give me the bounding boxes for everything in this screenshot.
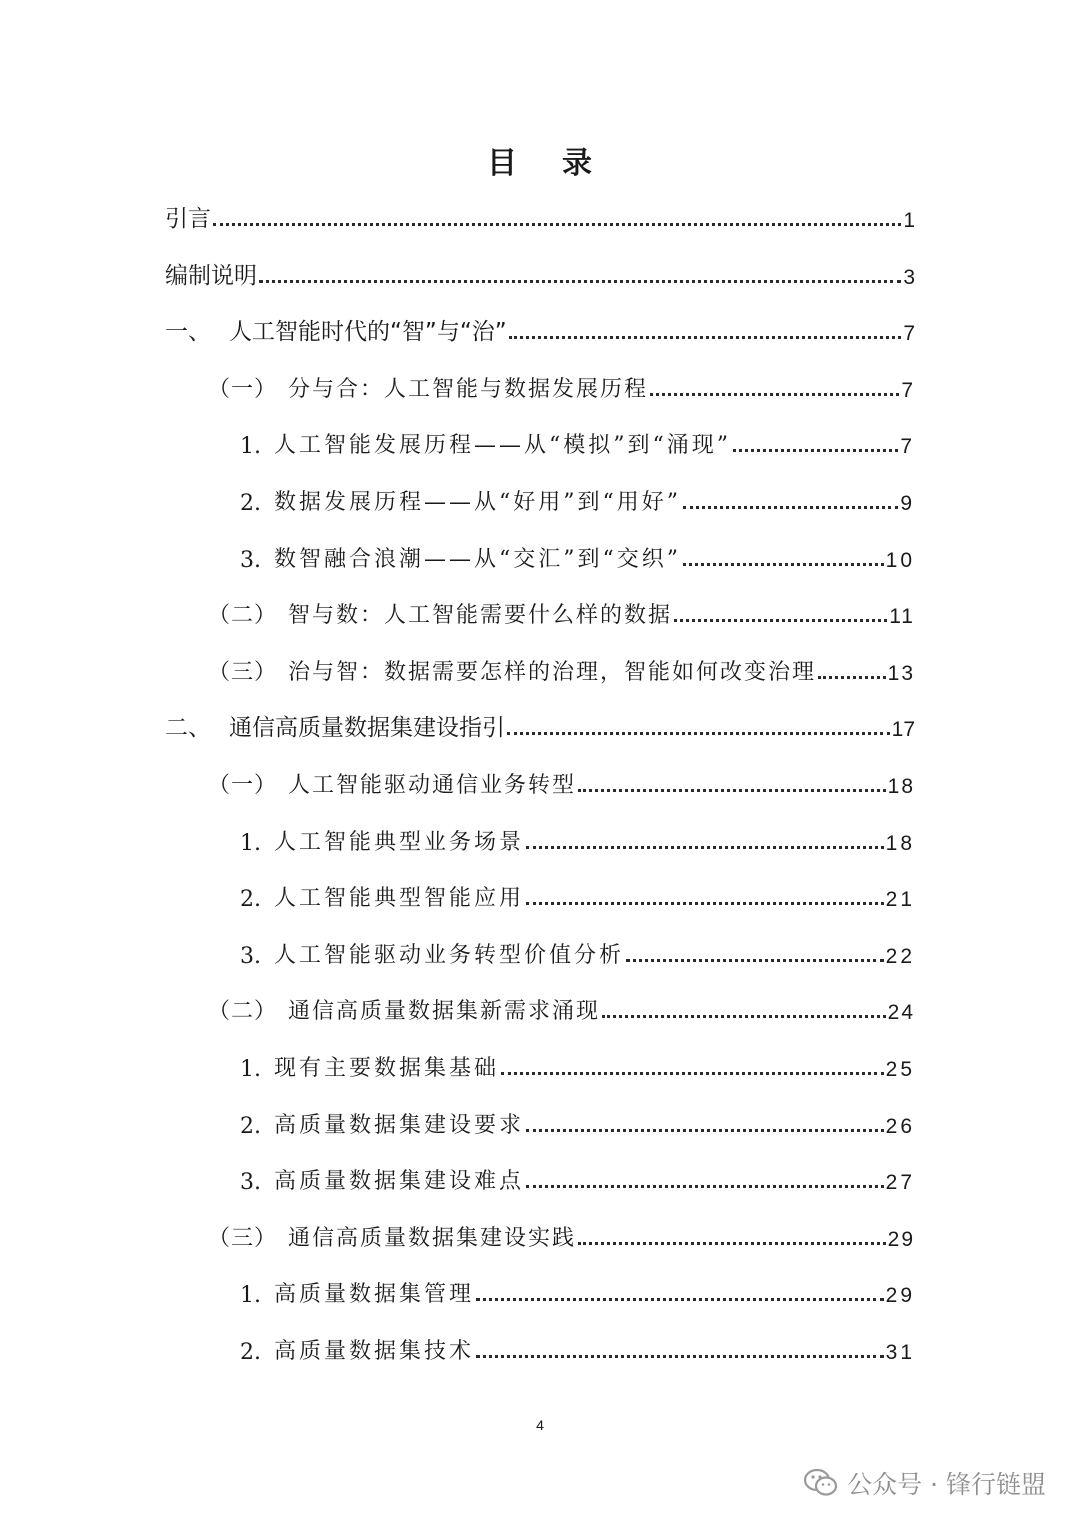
toc-entry[interactable] [240, 822, 915, 856]
toc-entry[interactable] [240, 1274, 915, 1308]
toc-entry[interactable] [208, 595, 915, 629]
toc-dot-leader [526, 1184, 884, 1188]
toc-entry-number: 2. [240, 1340, 261, 1365]
toc-entry-title: 分与合：人工智能与数据发展历程 [288, 377, 649, 402]
toc-dot-leader [259, 279, 901, 283]
toc-entry-page: 25 [885, 1058, 915, 1081]
toc-entry-number: 3. [240, 548, 261, 573]
toc-entry-number: 二、 [165, 715, 211, 741]
toc-entry-page: 13 [887, 662, 915, 685]
toc-entry-page: 21 [885, 888, 915, 911]
toc-entry[interactable] [240, 482, 915, 516]
toc-entry[interactable] [240, 1161, 915, 1195]
toc-title-char-2: 录 [562, 146, 593, 181]
toc-dot-leader [213, 222, 901, 226]
toc-entry-number: 1. [240, 831, 261, 856]
toc-entry-number: 2. [240, 887, 261, 912]
toc-entry-number: （三） [208, 1226, 278, 1251]
toc-entry[interactable] [240, 425, 915, 459]
toc-entry-page: 31 [885, 1341, 915, 1364]
toc-entry-page: 7 [900, 435, 915, 458]
toc-entry-title: 人工智能典型智能应用 [274, 886, 525, 911]
toc-entry-page: 3 [903, 266, 915, 289]
toc-dot-leader [626, 958, 884, 962]
toc-entry-number: 一、 [165, 319, 211, 345]
toc-entry-number: （二） [208, 603, 278, 628]
toc-entry-page: 1 [903, 209, 915, 232]
toc-entry-page: 7 [901, 379, 915, 402]
toc-dot-leader [476, 1297, 884, 1301]
toc-dot-leader [683, 562, 884, 566]
toc-entry-title: 治与智：数据需要怎样的治理，智能如何改变治理 [288, 660, 817, 685]
toc-entry[interactable] [208, 991, 915, 1025]
toc-entry-title: 数智融合浪潮——从“交汇”到“交织” [274, 547, 681, 572]
wechat-icon [803, 1468, 839, 1498]
toc-entry[interactable] [165, 199, 915, 233]
toc-entry-page: 27 [885, 1171, 915, 1194]
toc-entry[interactable] [208, 1218, 915, 1252]
toc-entry-number: 3. [240, 1170, 261, 1195]
toc-entry-title: 高质量数据集技术 [274, 1339, 475, 1364]
toc-entry-number: （一） [208, 377, 278, 402]
toc-entry-title: 人工智能发展历程——从“模拟”到“涌现” [274, 433, 731, 458]
toc-entry[interactable] [208, 652, 915, 686]
toc-entry-number: （三） [208, 660, 278, 685]
toc-entry-title: 通信高质量数据集建设实践 [288, 1226, 577, 1251]
toc-entry-page: 29 [885, 1284, 915, 1307]
toc-entry[interactable] [240, 539, 915, 573]
toc-entry-title: 智与数：人工智能需要什么样的数据 [288, 603, 673, 628]
toc-entry-page: 17 [891, 718, 915, 741]
toc-entry-title: 人工智能驱动通信业务转型 [288, 773, 577, 798]
toc-entry-title: 编制说明 [165, 263, 257, 289]
toc-dot-leader [501, 1071, 884, 1075]
toc-dot-leader [683, 505, 898, 509]
toc-entry-title: 人工智能驱动业务转型价值分析 [274, 943, 625, 968]
toc-entry-page: 10 [885, 549, 915, 572]
toc-dot-leader [526, 1128, 884, 1132]
toc-dot-leader [476, 1354, 884, 1358]
toc-entry-page: 26 [885, 1115, 915, 1138]
toc-entry-number: （二） [208, 999, 278, 1024]
toc-title-char-1: 目 [487, 146, 518, 181]
toc-entry[interactable] [165, 256, 915, 290]
toc-entry-title: 数据发展历程——从“好用”到“用好” [274, 490, 681, 515]
toc-dot-leader [602, 1014, 886, 1018]
toc-entry[interactable] [240, 1048, 915, 1082]
toc-entry[interactable] [208, 369, 915, 403]
toc-dot-leader [674, 618, 887, 622]
toc-dot-leader [650, 392, 899, 396]
toc-dot-leader [578, 788, 886, 792]
toc-entry-page: 9 [900, 492, 915, 515]
toc-entry-page: 11 [889, 605, 915, 628]
toc-dot-leader [526, 901, 884, 905]
toc-entry-number: （一） [208, 773, 278, 798]
toc-entry-number: 1. [240, 1057, 261, 1082]
toc-entry[interactable] [208, 765, 915, 799]
toc-entry[interactable] [240, 935, 915, 969]
toc-entry-page: 29 [887, 1228, 915, 1251]
toc-entry-title: 通信高质量数据集建设指引 [229, 715, 505, 741]
page-number: 4 [536, 1417, 544, 1433]
toc-entry-page: 22 [885, 945, 915, 968]
toc-dot-leader [578, 1241, 886, 1245]
toc-entry-title: 现有主要数据集基础 [274, 1056, 500, 1081]
toc-entry-page: 7 [903, 322, 915, 345]
toc-entry[interactable] [240, 1331, 915, 1365]
toc-entry-number: 2. [240, 1114, 261, 1139]
toc-entry[interactable] [165, 312, 915, 346]
toc-dot-leader [526, 845, 884, 849]
toc-entry-page: 18 [885, 832, 915, 855]
toc-entry-number: 2. [240, 491, 261, 516]
toc-entry-page: 24 [887, 1001, 915, 1024]
toc-entry-title: 人工智能时代的“智”与“治” [229, 319, 507, 345]
toc-dot-leader [818, 675, 886, 679]
toc-dot-leader [509, 335, 902, 339]
toc-entry-title: 高质量数据集建设难点 [274, 1169, 525, 1194]
toc-entry-page: 18 [887, 775, 915, 798]
toc-entry-title: 通信高质量数据集新需求涌现 [288, 999, 601, 1024]
watermark-text: 公众号 · 锋行链盟 [847, 1470, 1046, 1499]
toc-entry-title: 高质量数据集管理 [274, 1282, 475, 1307]
toc-entry-title: 人工智能典型业务场景 [274, 830, 525, 855]
toc-dot-leader [733, 448, 898, 452]
toc-entry[interactable] [240, 1105, 915, 1139]
toc-entry-title: 高质量数据集建设要求 [274, 1113, 525, 1138]
watermark [803, 1463, 1046, 1503]
toc-entry-title: 引言 [165, 206, 211, 232]
toc-entry-number: 3. [240, 944, 261, 969]
toc-entry-number: 1. [240, 1283, 261, 1308]
toc-entry-number: 1. [240, 434, 261, 459]
toc-entry[interactable] [240, 878, 915, 912]
toc-dot-leader [507, 731, 890, 735]
toc-entry[interactable] [165, 708, 915, 742]
